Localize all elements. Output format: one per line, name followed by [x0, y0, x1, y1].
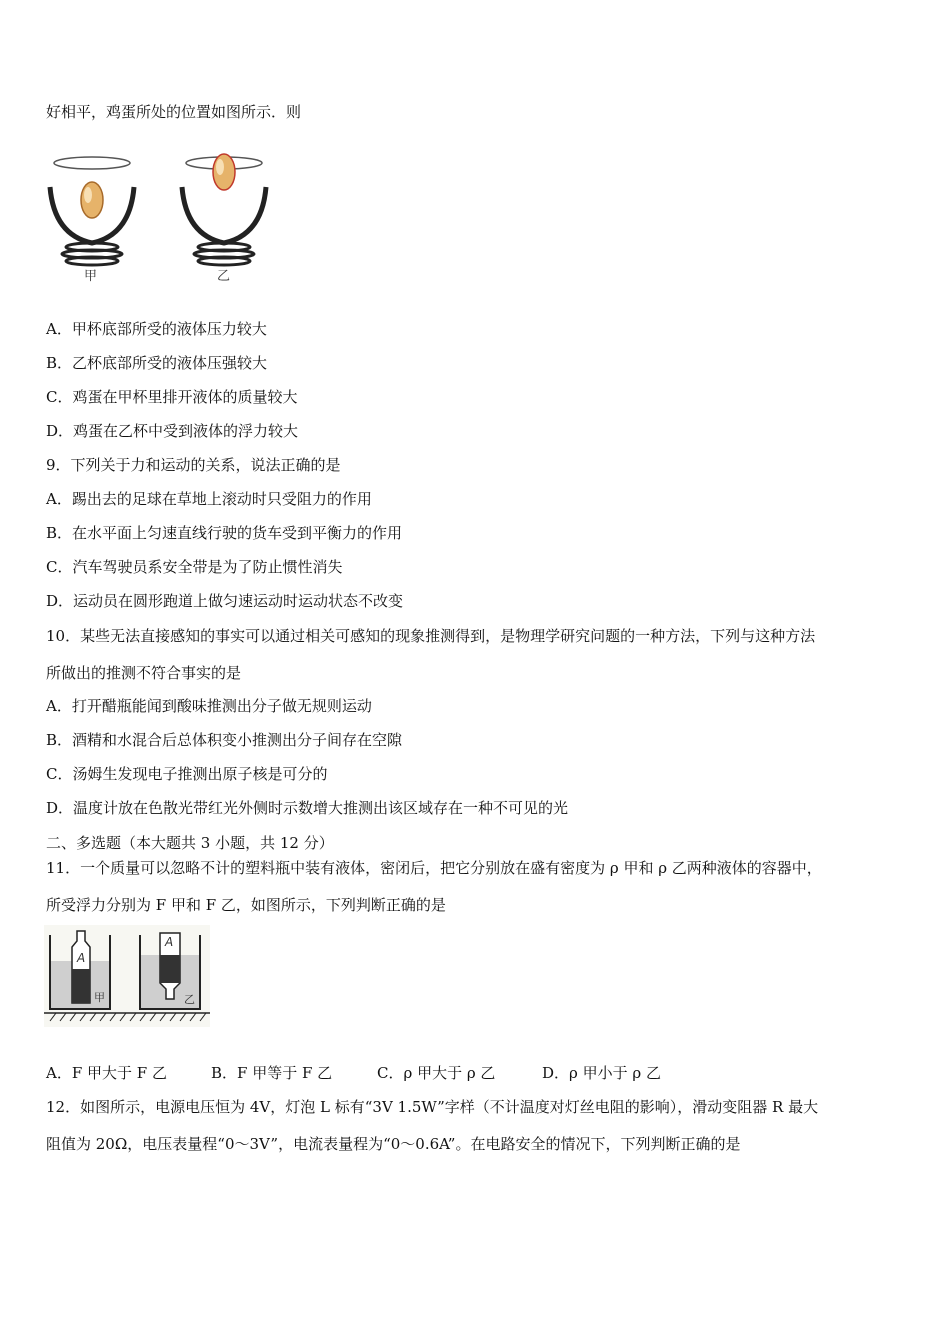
- q9-stem: 9．下列关于力和运动的关系，说法正确的是: [46, 456, 341, 474]
- section-heading-multiple-choice: 二、多选题（本大题共 3 小题，共 12 分）: [46, 834, 334, 852]
- q9-option-c: C．汽车驾驶员系安全带是为了防止惯性消失: [46, 558, 343, 576]
- figure-label-yi: 乙: [184, 993, 195, 1006]
- q9-option-a: A．踢出去的足球在草地上滚动时只受阻力的作用: [46, 490, 372, 508]
- bottle-containers-illustration: [44, 925, 210, 1027]
- q8-stem-tail: 好相平，鸡蛋所处的位置如图所示．则: [46, 103, 302, 121]
- q11-option-b: B．F 甲等于 F 乙: [211, 1064, 333, 1082]
- q10-stem-line1: 10．某些无法直接感知的事实可以通过相关可感知的现象推测得到，是物理学研究问题的一种方法，下列与这种方法: [46, 627, 816, 645]
- q8-option-b: B．乙杯底部所受的液体压强较大: [46, 354, 268, 372]
- figure-label-jia: 甲: [84, 269, 98, 284]
- q8-figure: [44, 135, 284, 285]
- bottle-label-a-right: A: [165, 935, 174, 949]
- q9-option-d: D．运动员在圆形跑道上做匀速运动时运动状态不改变: [46, 592, 404, 610]
- q12-stem-line2: 阻值为 20Ω，电压表量程“0～3V”，电流表量程为“0～0.6A”。在电路安全的情况下，下列判断正确的是: [46, 1135, 741, 1153]
- q11-option-c: C．ρ 甲大于 ρ 乙: [377, 1064, 496, 1082]
- figure-label-jia: 甲: [94, 991, 105, 1004]
- q10-option-a: A．打开醋瓶能闻到酸味推测出分子做无规则运动: [46, 697, 372, 715]
- figure-label-yi: 乙: [217, 269, 231, 284]
- bottle-label-a-left: A: [77, 951, 86, 965]
- q11-stem-line2: 所受浮力分别为 F 甲和 F 乙，如图所示，下列判断正确的是: [46, 896, 446, 914]
- q10-option-c: C．汤姆生发现电子推测出原子核是可分的: [46, 765, 328, 783]
- q12-stem-line1: 12．如图所示，电源电压恒为 4V，灯泡 L 标有“3V 1.5W”字样（不计温度对灯丝电阻的影响），滑动变阻器 R 最大: [46, 1098, 819, 1116]
- q10-option-b: B．酒精和水混合后总体积变小推测出分子间存在空隙: [46, 731, 403, 749]
- q11-option-d: D．ρ 甲小于 ρ 乙: [542, 1064, 661, 1082]
- q11-stem-line1: 11．一个质量可以忽略不计的塑料瓶中装有液体，密闭后，把它分别放在盛有密度为 ρ 甲和 ρ 乙两种液体的容器中，: [46, 859, 822, 877]
- q11-options: [46, 1062, 726, 1082]
- q8-option-c: C．鸡蛋在甲杯里排开液体的质量较大: [46, 388, 298, 406]
- q10-stem-line2: 所做出的推测不符合事实的是: [46, 664, 242, 682]
- q9-option-b: B．在水平面上匀速直线行驶的货车受到平衡力的作用: [46, 524, 403, 542]
- q8-option-a: A．甲杯底部所受的液体压力较大: [46, 320, 267, 338]
- q11-figure: [44, 925, 210, 1027]
- q8-option-d: D．鸡蛋在乙杯中受到液体的浮力较大: [46, 422, 299, 440]
- q11-option-a: A．F 甲大于 F 乙: [46, 1064, 167, 1082]
- egg-glasses-illustration: [44, 135, 284, 285]
- q10-option-d: D．温度计放在色散光带红光外侧时示数增大推测出该区域存在一种不可见的光: [46, 799, 569, 817]
